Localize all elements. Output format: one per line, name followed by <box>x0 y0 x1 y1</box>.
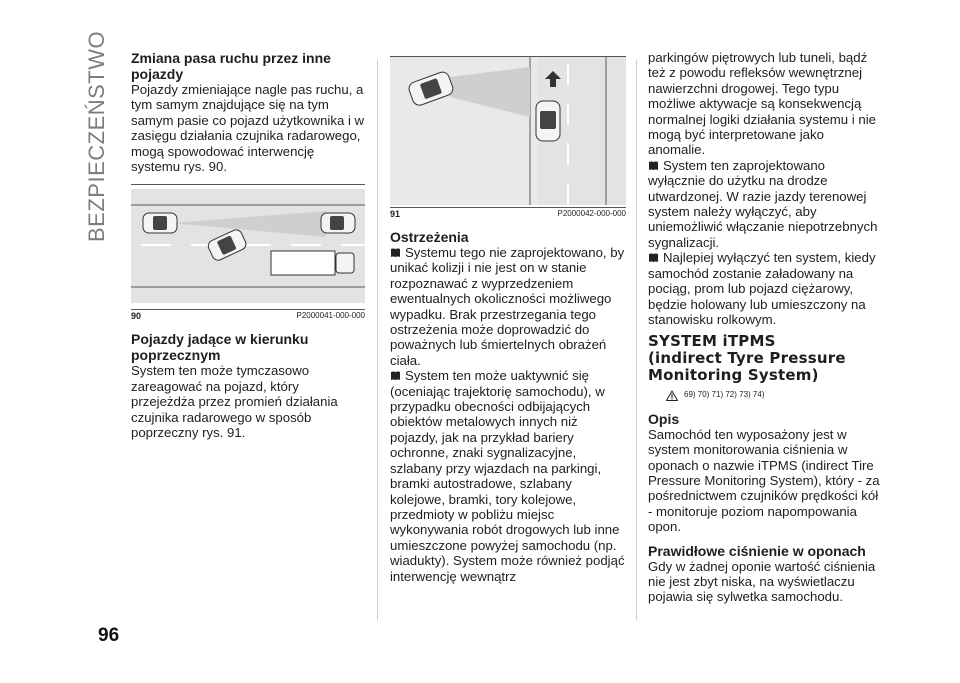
figure-91 <box>390 57 626 207</box>
paragraph-lane-change: Pojazdy zmieniające nagle pas ruchu, a tym samym znajdujące się na tym samym pasie co pojazd użytkownika i w zasięgu działania czujnika radarowego, mogą spowodować interwencję systemu rys. 90. <box>131 82 365 175</box>
target-car <box>321 213 355 233</box>
figure-code: P2000041-000-000 <box>296 311 365 321</box>
warning-item <box>390 368 626 584</box>
figure-caption <box>131 311 365 321</box>
heading-warnings: Ostrzeżenia <box>390 229 469 245</box>
paragraph-cross-traffic: System ten może tymczasowo zareagować na pojazd, który przejeżdża przez promień działania czujnika radarowego w sposób poprzeczny rys. 91. <box>131 363 338 441</box>
figure-bottom-rule <box>131 309 365 310</box>
page-number: 96 <box>98 625 120 646</box>
column-2 <box>390 50 626 584</box>
warning-triangle-icon <box>666 390 678 401</box>
figure-caption <box>390 209 626 219</box>
section-title: BEZPIECZEŃSTWO <box>84 30 109 242</box>
figure-90 <box>131 185 365 309</box>
column-3 <box>648 50 884 605</box>
warning-text: System ten może uaktywnić się (oceniając trajektorię samochodu), w przypadku obecności odbijających obiektów metalowych innych niż pojazdy, jak na przykład bariery ochronne, znaki sygnalizacyjne, szlabany przy wjazdach na parkingi, bramki autostradowe, szlabany kolejowe, bramki, tory kolejowe, przedmioty w pobliżu miejsc wykonywania robót drogowych lub inne umieszczone powyżej samochodu (np. wiadukty). System może również podjąć interwencję wewnątrz <box>390 368 625 584</box>
figure-number: 91 <box>390 209 401 219</box>
warning-item <box>390 245 626 368</box>
heading-description: Opis <box>648 410 680 427</box>
warning-text: Najlepiej wyłączyć ten system, kiedy samochód zostanie załadowany na pociąg, prom lub pojazd ciężarowy, będzie holowany lub umieszczony na stanowisku rolkowym. <box>648 250 876 327</box>
warning-text: System ten zaprojektowano wyłącznie do użytku na drodze utwardzonej. W razie jazdy terenowej system należy wyłączyć, aby uniemożliwić włączanie niepotrzebnych sygnalizacji. <box>648 157 878 250</box>
book-icon <box>648 160 659 171</box>
heading-cross-traffic: Pojazdy jadące w kierunku poprzecznym <box>131 331 309 364</box>
heading-lane-change: Zmiana pasa ruchu przez inne pojazdy <box>131 50 331 82</box>
ego-car <box>536 101 560 141</box>
paragraph-correct-pressure: Gdy w żadnej oponie wartość ciśnienia nie jest zbyt niska, na wyświetlaczu pojawia się sylwetka samochodu. <box>648 558 876 605</box>
column-divider <box>636 60 637 620</box>
book-icon <box>390 370 401 381</box>
warning-reference-list: 69) 70) 71) 72) 73) 74) <box>684 390 765 400</box>
book-icon <box>648 252 659 263</box>
warning-text: Systemu tego nie zaprojektowano, by unikać kolizji i nie jest on w stanie rozpoznawać z wyprzedzeniem ewentualnych okoliczności możliwego wypadku. Brak przestrzegania tego ostrzeżenia może doprowadzić do poważnych lub śmiertelnych obrażeń ciała. <box>390 245 625 368</box>
paragraph-description: Samochód ten wyposażony jest w system monitorowania ciśnienia w oponach o nazwie iTPMS (indirect Tire Pressure Monitoring System), który - za pośrednictwem czujników prędkości kół - monitoruje poziom napompowania opon. <box>648 426 880 535</box>
paragraph-continued: parkingów piętrowych lub tuneli, bądź też z powodu refleksów wewnętrznej nawierzchni drogowej. Tego typu możliwe aktywacje są konsekwencją normalnej logiki działania systemu i nie mogą być interpretowane jako anomalie. <box>648 50 876 158</box>
cross-traffic-illustration <box>390 57 626 207</box>
column-divider <box>377 60 378 620</box>
truck <box>271 251 354 275</box>
lane-change-illustration <box>131 185 365 309</box>
ego-car <box>143 213 177 233</box>
figure-bottom-rule <box>390 207 626 208</box>
warning-item <box>648 158 884 250</box>
warning-item <box>648 250 884 327</box>
figure-code: P2000042-000-000 <box>557 209 626 218</box>
heading-correct-pressure: Prawidłowe ciśnienie w oponach <box>648 542 866 559</box>
figure-number: 90 <box>131 311 142 322</box>
book-icon <box>390 247 401 258</box>
section-heading-itpms: SYSTEM iTPMS (indirect Tyre Pressure Monitoring System) <box>648 332 846 385</box>
column-1 <box>131 50 365 440</box>
warning-references <box>666 387 884 402</box>
